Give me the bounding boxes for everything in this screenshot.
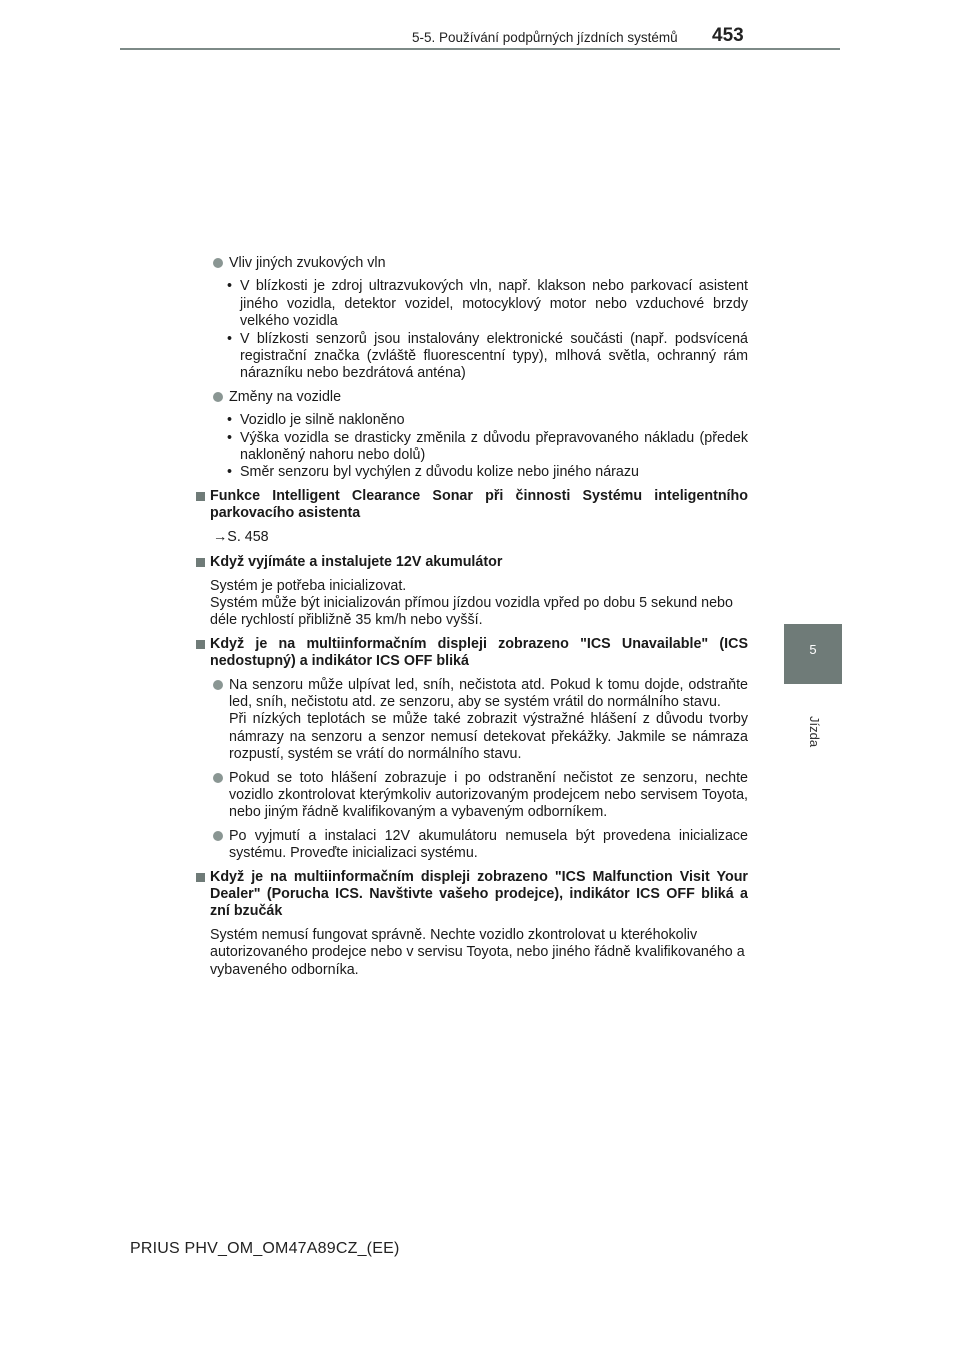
bullet-paragraph: Pokud se toto hlášení zobrazuje i po odstranění nečistot ze senzoru, nechte vozidlo zkontrolovat kterýmkoliv autorizovaným prodejcem nebo servisem Toyota, nebo jiným řádně kvalifikovaným a vybaveným odborníkem.	[210, 770, 748, 822]
page-reference[interactable]	[210, 529, 748, 546]
list-item: • Vozidlo je silně nakloněno	[227, 412, 405, 429]
section-heading: Když je na multiinformačním displeji zobrazeno "ICS Malfunction Visit Your Dealer" (Porucha ICS. Navštivte vašeho prodejce), indikátor ICS OFF bliká a zní bzučák	[196, 869, 748, 921]
chapter-tab	[784, 624, 842, 684]
bullet-point-icon: •	[227, 429, 233, 446]
bullet-paragraph: Na senzoru může ulpívat led, sníh, nečistota atd. Pokud k tomu dojde, odstraňte led, sníh, nečistotu atd. ze senzoru, aby se systém vrátil do normálního stavu. Při nízkých teplotách se může také zobrazit výstražné hlášení z důvodu tvorby námrazy na senzoru a senzor nemusí detekovat překážky. Jakmile se námraza rozpustí, systém se vrátí do normálního stavu.	[210, 677, 748, 764]
chapter-number: 5	[809, 642, 817, 657]
paragraph: Systém je potřeba inicializovat. Systém může být inicializován přímou jízdou vozidla vpřed po dobu 5 sekund nebo déle rychlostí přibližně 35 km/h nebo vyšší.	[210, 577, 733, 629]
bullet-point-icon: •	[227, 464, 233, 481]
header-rule	[120, 48, 840, 50]
square-bullet-icon	[196, 640, 205, 649]
chapter-label	[800, 716, 830, 776]
document-id: PRIUS PHV_OM_OM47A89CZ_(EE)	[130, 1240, 400, 1257]
square-bullet-icon	[196, 873, 205, 882]
bullet-paragraph: Po vyjmutí a instalaci 12V akumulátoru nemusela být provedena inicializace systému. Proveďte inicializaci systému.	[210, 828, 748, 863]
square-bullet-icon	[196, 492, 205, 501]
bullet-title: Vliv jiných zvukových vln	[229, 255, 386, 271]
page-header	[0, 0, 960, 250]
paragraph: Systém nemusí fungovat správně. Nechte vozidlo zkontrolovat u kteréhokoliv autorizovaného prodejce nebo v servisu Toyota, nebo jiného řádně kvalifikovaného a vybaveného odborníka.	[210, 926, 745, 978]
arrow-icon: →	[213, 528, 228, 545]
section-title: 5-5. Používání podpůrných jízdních systémů	[412, 30, 678, 45]
square-bullet-icon	[196, 558, 205, 567]
reference-link[interactable]: S. 458	[227, 528, 269, 545]
section-heading: Když je na multiinformačním displeji zobrazeno "ICS Unavailable" (ICS nedostupný) a indikátor ICS OFF bliká	[196, 636, 748, 671]
bullet-other-sound-waves	[210, 255, 748, 272]
list-item: • Směr senzoru byl vychýlen z důvodu kolize nebo jiného nárazu	[227, 464, 639, 481]
section-heading: Když vyjímáte a instalujete 12V akumulátor	[196, 554, 748, 571]
list-item: • V blízkosti senzorů jsou instalovány elektronické součásti (např. podsvícená registrační značka (zvláště fluorescentní typy), mlhová světla, ochranný rám nárazníku nebo bezdrátová anténa)	[227, 330, 748, 382]
bullet-title: Změny na vozidle	[229, 388, 342, 405]
sub-list	[210, 412, 748, 482]
bullet-dot-icon	[213, 831, 223, 841]
chapter-label-text: Jízda	[807, 716, 822, 748]
bullet-vehicle-changes	[210, 389, 748, 406]
sub-list	[210, 278, 748, 382]
list-item: • Výška vozidla se drasticky změnila z důvodu přepravovaného nákladu (předek nakloněný nahoru nebo dolů)	[227, 429, 748, 464]
section-heading: Funkce Intelligent Clearance Sonar při činnosti Systému inteligentního parkovacího asistenta	[196, 488, 748, 523]
list-item: • V blízkosti je zdroj ultrazvukových vln, např. klakson nebo parkovací asistent jiného vozidla, detektor vozidel, motocyklový motor nebo vzduchové brzdy velkého vozidla	[227, 278, 748, 330]
bullet-point-icon: •	[227, 330, 233, 347]
bullet-dot-icon	[213, 392, 223, 402]
page-content	[210, 255, 748, 985]
bullet-dot-icon	[213, 258, 223, 268]
bullet-dot-icon	[213, 773, 223, 783]
page-number: 453	[712, 25, 744, 46]
bullet-dot-icon	[213, 680, 223, 690]
bullet-point-icon: •	[227, 278, 233, 295]
bullet-point-icon: •	[227, 412, 233, 429]
